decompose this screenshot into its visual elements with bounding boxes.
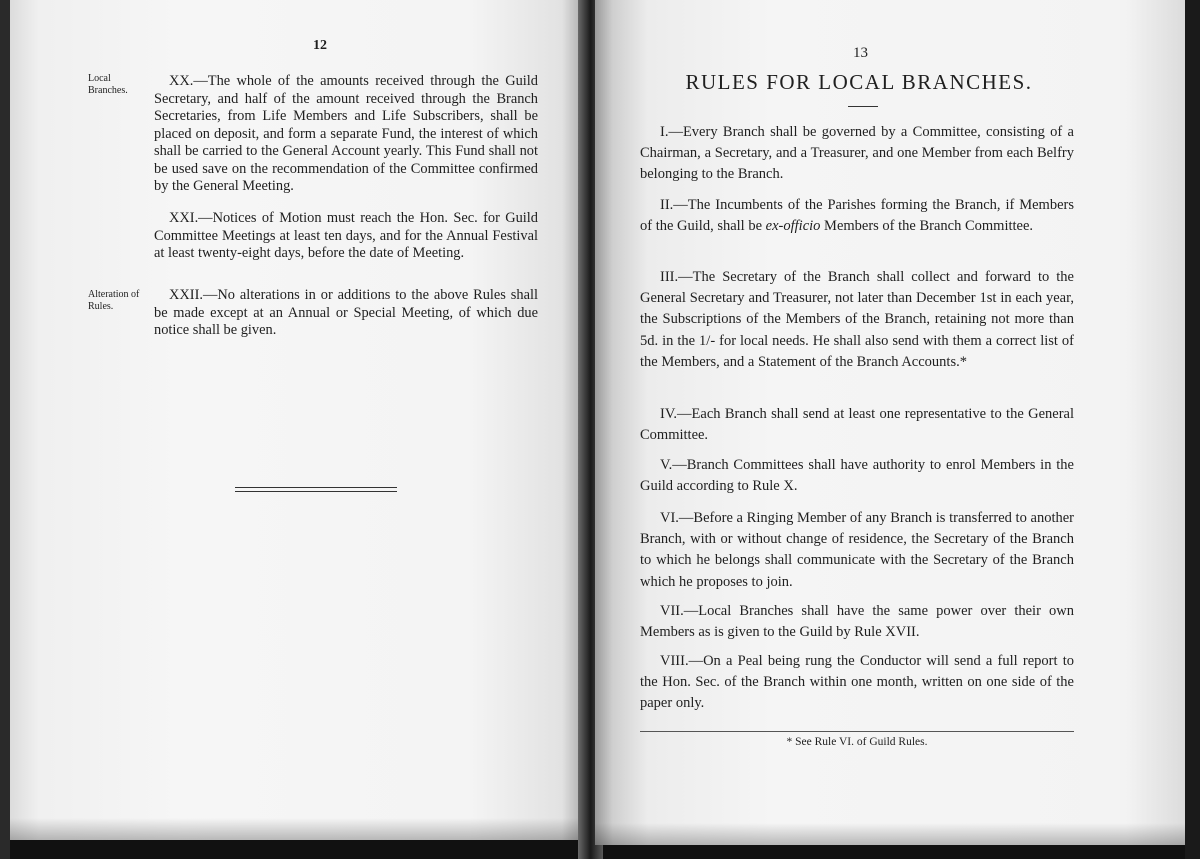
rule-iii: III.—The Secretary of the Branch shall collect and forward to the General Secretary and Treasurer, not later than December 1st in each year, the Subscriptions of the Members of the Branch, retaining not more than 5d. in the 1/- for local needs. He shall also send with them a correct list of the Members, and a Statement of the Branch Accounts.* [640,269,1074,370]
rule-xx: XX.—The whole of the amounts received through the Guild Secretary, and half of the amount received through the Branch Secretaries, from Life Members and Life Subscribers, shall be placed on deposit, and form a separate Fund, the interest of which shall be carried to the General Account yearly. This Fund shall not be used save on the recommendation of the Committee confirmed by the General Meeting. [154,73,538,194]
rule-v: V.—Branch Committees shall have authority to enrol Members in the Guild according to Rule X. [640,457,1074,495]
book-edge-left [0,0,10,859]
rule-xxi: XXI.—Notices of Motion must reach the Hon. Sec. for Guild Committee Meetings at least ten days, and for the Annual Festival at least twenty-eight days, before the date of Meeting. [154,210,538,261]
page-number: 13 [853,45,868,61]
margin-note-alteration-of-rules: Alteration of Rules. [88,289,140,312]
rule-vii: VII.—Local Branches shall have the same power over their own Members as is given to the Guild by Rule XVII. [640,603,1074,641]
heading-rule [848,106,878,107]
rule-vi: VI.—Before a Ringing Member of any Branch is transferred to another Branch, with or without change of residence, the Secretary of the Branch to which he belongs shall communicate with the Secretary of the Branch which he proposes to join. [640,510,1074,590]
page-shadow [10,818,585,840]
section-heading: RULES FOR LOCAL BRANCHES. [685,70,1033,94]
page-shadow [595,823,1185,845]
rule-viii: VIII.—On a Peal being rung the Conductor will send a full report to the Hon. Sec. of the Branch within one month, written on one side of the paper only. [640,653,1074,712]
double-rule-divider [235,487,397,492]
rule-i: I.—Every Branch shall be governed by a Committee, consisting of a Chairman, a Secretary, and a Treasurer, and one Member from each Belfry belonging to the Branch. [640,124,1074,183]
rule-xxii: XXII.—No alterations in or additions to the above Rules shall be made except at an Annual or Special Meeting, of which due notice shall be given. [154,287,538,338]
ex-officio-term: ex-officio [765,218,821,235]
margin-note-local-branches: Local Branches. [88,73,128,96]
page-number: 12 [313,38,327,53]
footnote-rule [640,731,1074,732]
right-page [595,0,1185,845]
left-page [10,0,585,840]
rule-ii: II.—The Incumbents of the Parishes forming the Branch, if Members of the Guild, shall be ex-officio Members of the Branch Committee. [640,197,1074,235]
footnote: * See Rule VI. of Guild Rules. [786,736,928,748]
book-edge-right [1185,0,1200,859]
rule-iv: IV.—Each Branch shall send at least one representative to the General Committee. [640,406,1074,444]
